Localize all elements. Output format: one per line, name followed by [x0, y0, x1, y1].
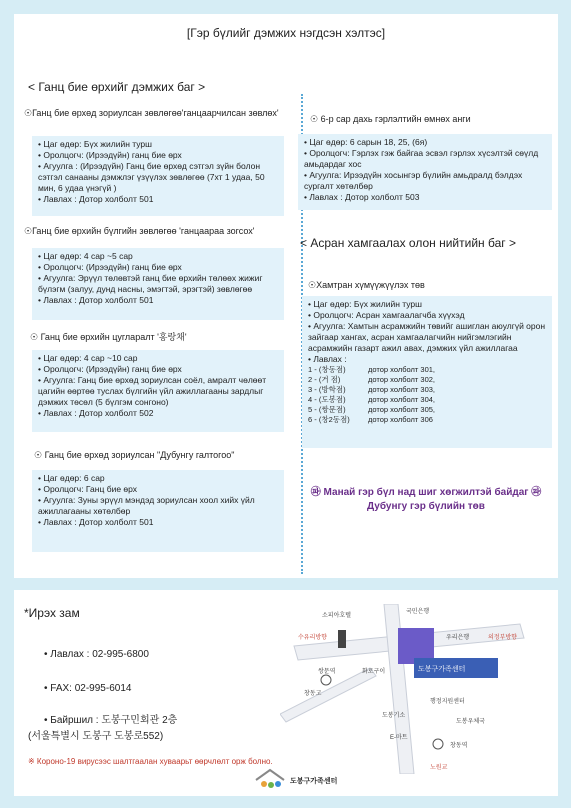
- branch-name: 6 - (창2동점): [308, 415, 350, 424]
- fax-line: • FAX: 02-995-6014: [44, 683, 132, 694]
- right-s1-title: ☉ 6-р сар дахь гэрлэлтийн өмнөх анги: [310, 114, 471, 124]
- map-center-label: 도봉구가족센터: [418, 666, 466, 673]
- address-detail: (서울특별시 도봉구 도봉로552): [28, 731, 164, 742]
- info-line: • Агуулга: Зуны эрүүл мэндэд зориулсан хоол хийх үйл ажиллагааны хөтөлбөр: [38, 495, 255, 516]
- right-s2-title: ☉Хамтран хүмүүжүүлэх төв: [308, 280, 425, 290]
- map-label: 우리은행: [446, 635, 470, 641]
- info-line: • Оролцогч: (Ирээдүйн) ганц бие өрх: [38, 150, 182, 160]
- left-s3-title: ☉ Ганц бие өрхийн цугларалт '홍랑채': [30, 332, 187, 342]
- branch-ext: дотор холболт 306: [368, 415, 433, 424]
- branch-name: 2 - (거 점): [308, 375, 341, 384]
- map-label: E-마트: [390, 735, 408, 741]
- left-s4-box: [32, 470, 284, 552]
- branch-ext: дотор холболт 304,: [368, 395, 436, 404]
- map-label: 의정부방향: [488, 635, 517, 641]
- right-heading: < Асран хамгаалах олон нийтийн баг >: [300, 236, 516, 250]
- phone-line: • Лавлах : 02-995-6800: [44, 649, 149, 660]
- branch-name: 5 - (쌍문점): [308, 405, 346, 414]
- info-line: • Агуулга: Ганц бие өрхөд зориулсан соёл, амралт чөлөөт цагийн өөртөө туслах бүлгийн үйл ажиллагааны зардлыг дэмжих төсөл (5 бүлгэм сонгоно): [38, 375, 267, 407]
- left-s2-title: ☉Ганц бие өрхийн бүлгийн зөвлөгөө 'ганцаараа зогсох': [24, 226, 255, 236]
- map-label: 국민은행: [406, 609, 430, 615]
- info-line: • Цаг өдөр: 4 сар ~10 сар: [38, 353, 138, 363]
- map-label: 화로구이: [362, 669, 386, 675]
- info-line: • Оролцогч: (Ирээдүйн) ганц бие өрх: [38, 364, 182, 374]
- left-s1-title: ☉Ганц бие өрхөд зориулсан зөвлөгөө'ганцаарчилсан зөвлөх': [24, 108, 279, 118]
- info-line: • Оролцогч: (Ирээдүйн) ганц бие өрх: [38, 262, 182, 272]
- left-s2-box: [32, 248, 284, 320]
- left-heading: < Ганц бие өрхийг дэмжих баг >: [28, 80, 206, 94]
- slogan-banner: [298, 486, 554, 514]
- left-s4-title: ☉ Ганц бие өрхөд зориулсан "Дубунгу галтогоо": [34, 450, 235, 460]
- covid-notice: ※ Короно-19 вирусээс шалтгаалан хуваарьт өөрчлөлт орж болно.: [28, 757, 273, 766]
- info-line: • Оролцогч: Асран хамгаалагчба хүүхэд: [308, 310, 465, 320]
- info-line: • Лавлах :: [308, 354, 347, 364]
- info-line: • Агуулга: Хамтын асрамжийн төвийг ашиглан аюулгүй орон зайгаар хангах, асран хамгаалагчийн нийгэмлэгийн асрамжийн газарт ажил авах, дэмжих үйл ажиллагаа: [308, 321, 546, 353]
- info-line: • Лавлах : Дотор холболт 501: [38, 295, 154, 305]
- page-title: [Гэр бүлийг дэмжих нэгдсэн хэлтэс]: [186, 26, 386, 40]
- branch-ext: дотор холболт 303,: [368, 385, 436, 394]
- right-s2-box: [302, 296, 552, 448]
- branch-table: [308, 365, 546, 425]
- info-line: • Цаг өдөр: Бүх жилийн турш: [38, 139, 152, 149]
- info-line: • Агуулга : (Ирээдүйн) Ганц бие өрхөд сэтгэл зүйн болон сэтгэл санааны дэмжлэг үзүүлэх зөвлөгөө (7хт 1 удаа, 50 мин, 6 удаа үнэгүй ): [38, 161, 265, 193]
- map-label: 도봉우체국: [456, 719, 485, 725]
- branch-ext: дотор холболт 305,: [368, 405, 436, 414]
- map-label: 행정지원센터: [430, 699, 465, 705]
- branch-name: 4 - (도봉점): [308, 395, 346, 404]
- info-line: • Оролцогч: Гэрлэх гэж байгаа эсвэл гэрлэх хүсэлтэй сөүлд амьдардаг хос: [304, 148, 539, 169]
- address-line: • Байршил : 도봉구민회관 2층: [44, 715, 178, 726]
- map-label: 창동고: [304, 691, 322, 697]
- branch-ext: дотор холболт 302,: [368, 375, 436, 384]
- directions-panel: [14, 590, 558, 796]
- map-label: 창동역: [450, 743, 468, 749]
- map-label: 수유리방향: [298, 635, 327, 641]
- map-label: 노원교: [430, 765, 448, 771]
- info-line: • Цаг өдөр: Бүх жилийн турш: [308, 299, 422, 309]
- slogan-line2: Дубунгу гэр бүлийн төв: [367, 501, 485, 512]
- map-label: 쌍문역: [318, 669, 336, 675]
- info-line: • Агуулга: Ирээдүйн хосынгэр бүлийн амьдралд бэлдэх сургалт хөтөлбөр: [304, 170, 523, 191]
- branch-name: 3 - (방학점): [308, 385, 346, 394]
- info-line: • Лавлах : Дотор холболт 502: [38, 408, 154, 418]
- slogan-line1: ㉺ Манай гэр бүл над шиг хөгжилтэй байдаг ㉺: [310, 487, 542, 498]
- right-s1-box: [298, 134, 552, 210]
- map-label: 도봉기소: [382, 713, 406, 719]
- location-map: [280, 604, 536, 774]
- directions-heading: *Ирэх зам: [24, 606, 80, 620]
- info-line: • Лавлах : Дотор холболт 501: [38, 517, 154, 527]
- left-s3-box: [32, 350, 284, 432]
- info-line: • Цаг өдөр: 4 сар ~5 сар: [38, 251, 133, 261]
- branch-ext: дотор холболт 301,: [368, 365, 436, 374]
- info-line: • Лавлах : Дотор холболт 501: [38, 194, 154, 204]
- info-line: • Оролцогч: Ганц бие өрх: [38, 484, 138, 494]
- left-s1-box: [32, 136, 284, 216]
- map-label: 소피아호텔: [322, 613, 351, 619]
- info-line: • Цаг өдөр: 6 сар: [38, 473, 105, 483]
- programs-panel: [14, 14, 558, 578]
- info-line: • Агуулга: Эрүүл төлөвтэй ганц бие өрхийн төлөөх жижиг бүлэгм (залуу, дунд насны, эмэгтэй, эрэгтэй) зөвлөгөө: [38, 273, 263, 294]
- logo-text: 도봉구가족센터: [290, 778, 338, 785]
- info-line: • Цаг өдөр: 6 сарын 18, 25, (6я): [304, 137, 428, 147]
- info-line: • Лавлах : Дотор холболт 503: [304, 192, 420, 202]
- branch-name: 1 - (창동점): [308, 365, 346, 374]
